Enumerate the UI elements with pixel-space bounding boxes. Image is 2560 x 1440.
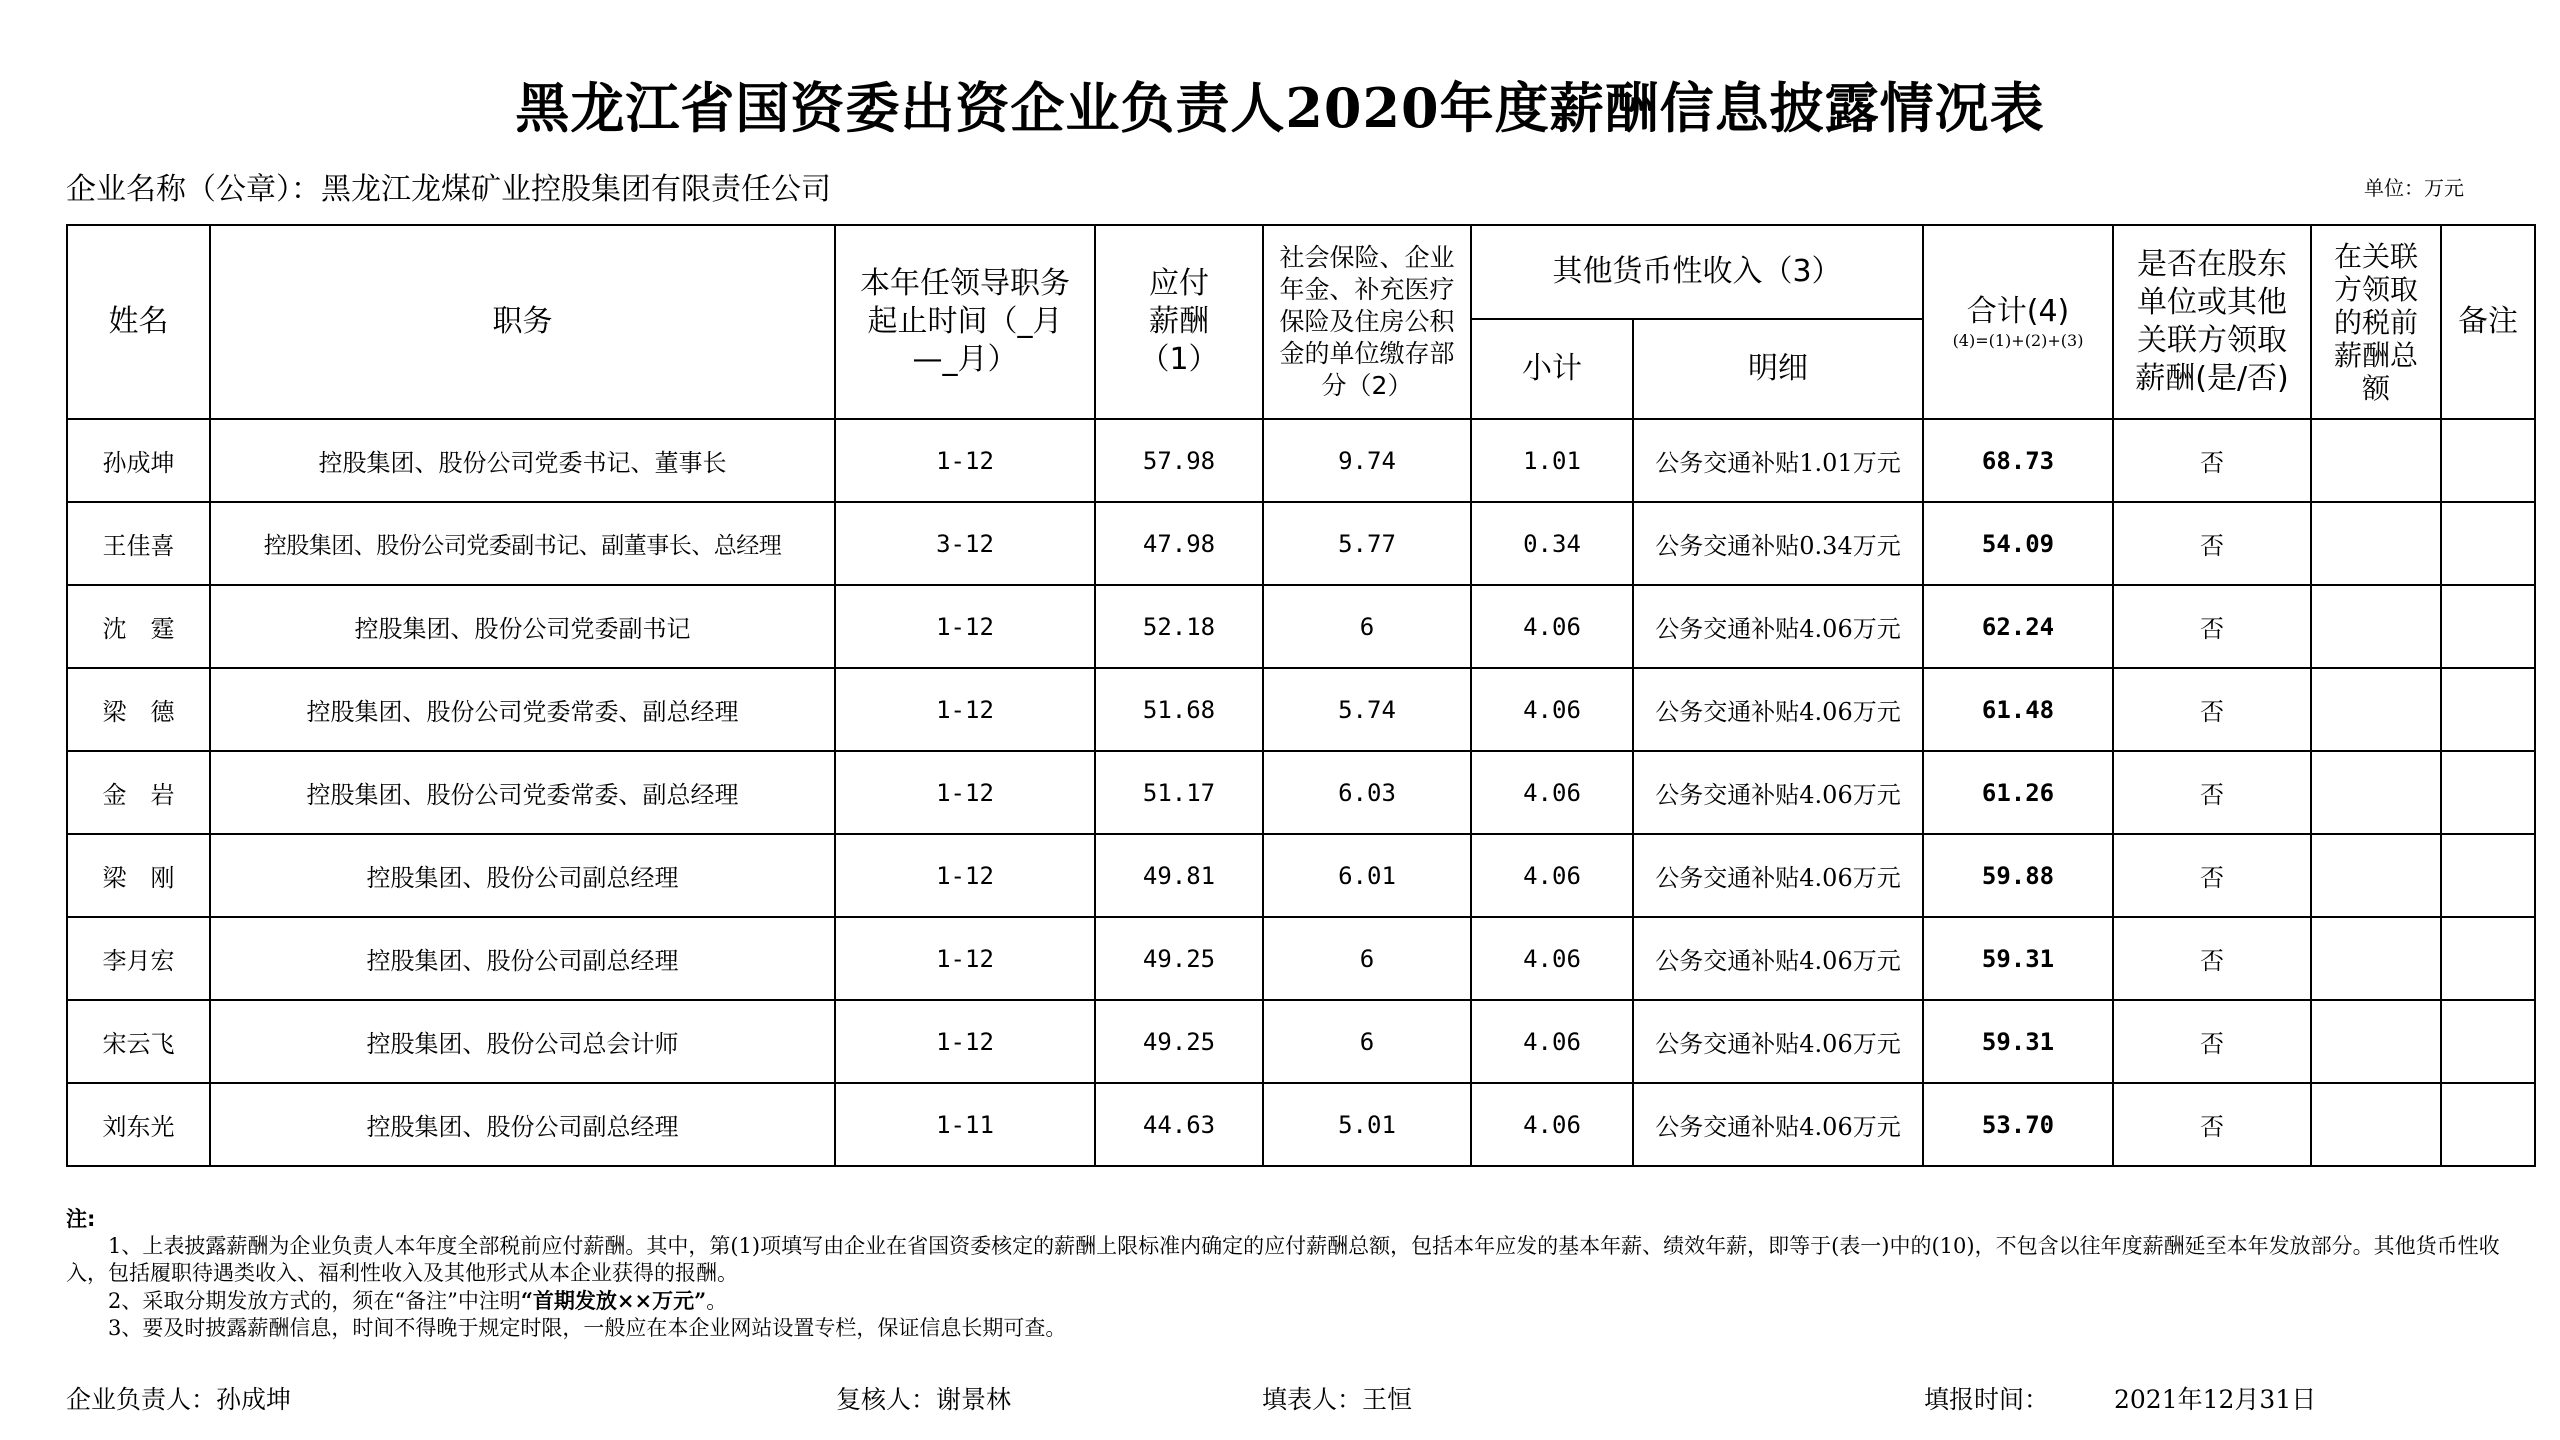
cell-insurance: 5.01: [1263, 1083, 1471, 1166]
cell-period: 1-11: [835, 1083, 1095, 1166]
cell-total: 68.73: [1923, 419, 2113, 502]
cell-subtotal: 4.06: [1471, 751, 1633, 834]
cell-salary: 49.81: [1095, 834, 1263, 917]
header-remark: 备注: [2441, 225, 2535, 419]
cell-salary: 49.25: [1095, 1000, 1263, 1083]
cell-name: 梁 刚: [67, 834, 210, 917]
signature-leader: 企业负责人：孙成坤: [66, 1385, 292, 1414]
cell-shareholder: 否: [2113, 834, 2311, 917]
cell-period: 3-12: [835, 502, 1095, 585]
cell-period: 1-12: [835, 751, 1095, 834]
signature-date-label: 填报时间：: [1924, 1385, 2050, 1414]
note-2-suffix: 。: [706, 1289, 728, 1313]
header-total: [1923, 225, 2113, 419]
cell-total: 61.26: [1923, 751, 2113, 834]
table-row: [67, 917, 2535, 1000]
cell-subtotal: 4.06: [1471, 1083, 1633, 1166]
cell-detail: 公务交通补贴4.06万元: [1633, 668, 1923, 751]
cell-duty: 控股集团、股份公司党委副书记、副董事长、总经理: [210, 502, 835, 585]
table-row: [67, 1083, 2535, 1166]
cell-related: [2311, 1000, 2441, 1083]
table-row: [67, 1000, 2535, 1083]
cell-total: 53.70: [1923, 1083, 2113, 1166]
cell-related: [2311, 751, 2441, 834]
cell-total: 59.88: [1923, 834, 2113, 917]
table-row: [67, 585, 2535, 668]
cell-detail: 公务交通补贴1.01万元: [1633, 419, 1923, 502]
cell-period: 1-12: [835, 917, 1095, 1000]
note-2-emphasis: “首期发放××万元”: [520, 1288, 707, 1313]
cell-duty: 控股集团、股份公司副总经理: [210, 1083, 835, 1166]
cell-insurance: 6.01: [1263, 834, 1471, 917]
signature-filler: 填表人：王恒: [1262, 1385, 1413, 1414]
cell-remark: [2441, 502, 2535, 585]
notes-title: 注:: [66, 1207, 96, 1231]
header-shareholder: 是否在股东单位或其他关联方领取薪酬(是/否): [2113, 225, 2311, 419]
cell-period: 1-12: [835, 834, 1095, 917]
salary-table: [66, 224, 2536, 1167]
cell-duty: 控股集团、股份公司党委常委、副总经理: [210, 751, 835, 834]
cell-remark: [2441, 917, 2535, 1000]
cell-name: 王佳喜: [67, 502, 210, 585]
header-detail: 明细: [1633, 319, 1923, 419]
cell-remark: [2441, 1083, 2535, 1166]
cell-insurance: 5.77: [1263, 502, 1471, 585]
signature-reviewer: 复核人：谢景林: [836, 1385, 1012, 1414]
cell-total: 54.09: [1923, 502, 2113, 585]
cell-name: 孙成坤: [67, 419, 210, 502]
cell-remark: [2441, 834, 2535, 917]
header-total-formula: (4)=(1)+(2)+(3): [1952, 331, 2084, 350]
table-row: [67, 502, 2535, 585]
cell-total: 59.31: [1923, 917, 2113, 1000]
cell-subtotal: 4.06: [1471, 1000, 1633, 1083]
cell-shareholder: 否: [2113, 502, 2311, 585]
cell-duty: 控股集团、股份公司副总经理: [210, 917, 835, 1000]
cell-duty: 控股集团、股份公司党委常委、副总经理: [210, 668, 835, 751]
cell-remark: [2441, 1000, 2535, 1083]
cell-duty: 控股集团、股份公司党委副书记: [210, 585, 835, 668]
cell-duty: 控股集团、股份公司党委书记、董事长: [210, 419, 835, 502]
cell-remark: [2441, 668, 2535, 751]
cell-subtotal: 1.01: [1471, 419, 1633, 502]
cell-detail: 公务交通补贴4.06万元: [1633, 917, 1923, 1000]
cell-name: 李月宏: [67, 917, 210, 1000]
signature-date: 2021年12月31日: [2114, 1385, 2317, 1414]
cell-duty: 控股集团、股份公司总会计师: [210, 1000, 835, 1083]
cell-remark: [2441, 751, 2535, 834]
note-1: 1、上表披露薪酬为企业负责人本年度全部税前应付薪酬。其中，第(1)项填写由企业在省国资委核定的薪酬上限标准内确定的应付薪酬总额，包括本年应发的基本年薪、绩效年薪，即等于(表一)中的(10)，不包含以往年度薪酬延至本年发放部分。其他货币性收入，包括履职待遇类收入、福利性收入及其他形式从本企业获得的报酬。: [66, 1234, 2500, 1285]
cell-shareholder: 否: [2113, 419, 2311, 502]
table-row: [67, 834, 2535, 917]
cell-salary: 49.25: [1095, 917, 1263, 1000]
notes-section: [66, 1206, 2536, 1342]
cell-period: 1-12: [835, 1000, 1095, 1083]
header-related: 在关联方领取的税前薪酬总额: [2311, 225, 2441, 419]
company-name: 企业名称（公章）：黑龙江龙煤矿业控股集团有限责任公司: [66, 172, 831, 207]
cell-related: [2311, 834, 2441, 917]
cell-subtotal: 4.06: [1471, 585, 1633, 668]
cell-detail: 公务交通补贴4.06万元: [1633, 751, 1923, 834]
cell-salary: 52.18: [1095, 585, 1263, 668]
cell-total: 62.24: [1923, 585, 2113, 668]
cell-shareholder: 否: [2113, 668, 2311, 751]
cell-remark: [2441, 419, 2535, 502]
cell-name: 金 岩: [67, 751, 210, 834]
cell-insurance: 9.74: [1263, 419, 1471, 502]
cell-shareholder: 否: [2113, 1000, 2311, 1083]
header-total-label: 合计(4): [1966, 294, 2070, 329]
cell-period: 1-12: [835, 585, 1095, 668]
header-salary: 应付薪酬（1）: [1095, 225, 1263, 419]
cell-name: 沈 霆: [67, 585, 210, 668]
cell-name: 刘东光: [67, 1083, 210, 1166]
header-period: 本年任领导职务起止时间（_月—_月）: [835, 225, 1095, 419]
cell-salary: 47.98: [1095, 502, 1263, 585]
cell-remark: [2441, 585, 2535, 668]
header-duty: 职务: [210, 225, 835, 419]
table-row: [67, 419, 2535, 502]
cell-salary: 51.17: [1095, 751, 1263, 834]
cell-total: 61.48: [1923, 668, 2113, 751]
cell-salary: 57.98: [1095, 419, 1263, 502]
cell-insurance: 6.03: [1263, 751, 1471, 834]
cell-duty: 控股集团、股份公司副总经理: [210, 834, 835, 917]
cell-insurance: 5.74: [1263, 668, 1471, 751]
cell-related: [2311, 1083, 2441, 1166]
table-row: [67, 751, 2535, 834]
cell-period: 1-12: [835, 419, 1095, 502]
unit-label: 单位：万元: [2364, 176, 2464, 200]
cell-shareholder: 否: [2113, 585, 2311, 668]
cell-subtotal: 4.06: [1471, 668, 1633, 751]
table-row: [67, 668, 2535, 751]
cell-name: 宋云飞: [67, 1000, 210, 1083]
header-other-income: 其他货币性收入（3）: [1471, 225, 1923, 319]
cell-related: [2311, 419, 2441, 502]
header-subtotal: 小计: [1471, 319, 1633, 419]
cell-insurance: 6: [1263, 917, 1471, 1000]
cell-detail: 公务交通补贴4.06万元: [1633, 1083, 1923, 1166]
cell-subtotal: 0.34: [1471, 502, 1633, 585]
note-3: 3、要及时披露薪酬信息，时间不得晚于规定时限，一般应在本企业网站设置专栏，保证信息长期可查。: [108, 1316, 1067, 1340]
header-name: 姓名: [67, 225, 210, 419]
cell-shareholder: 否: [2113, 1083, 2311, 1166]
cell-related: [2311, 585, 2441, 668]
cell-salary: 44.63: [1095, 1083, 1263, 1166]
note-2-prefix: 2、采取分期发放方式的，须在“备注”中注明: [108, 1289, 521, 1313]
cell-name: 梁 德: [67, 668, 210, 751]
cell-detail: 公务交通补贴0.34万元: [1633, 502, 1923, 585]
cell-subtotal: 4.06: [1471, 917, 1633, 1000]
cell-related: [2311, 502, 2441, 585]
cell-related: [2311, 668, 2441, 751]
header-insurance: 社会保险、企业年金、补充医疗保险及住房公积金的单位缴存部分（2）: [1263, 225, 1471, 419]
cell-insurance: 6: [1263, 585, 1471, 668]
cell-total: 59.31: [1923, 1000, 2113, 1083]
cell-detail: 公务交通补贴4.06万元: [1633, 1000, 1923, 1083]
cell-shareholder: 否: [2113, 917, 2311, 1000]
cell-shareholder: 否: [2113, 751, 2311, 834]
page-title: 黑龙江省国资委出资企业负责人2020年度薪酬信息披露情况表: [515, 76, 2045, 140]
cell-detail: 公务交通补贴4.06万元: [1633, 834, 1923, 917]
cell-subtotal: 4.06: [1471, 834, 1633, 917]
note-2: [66, 1287, 2536, 1315]
cell-salary: 51.68: [1095, 668, 1263, 751]
cell-detail: 公务交通补贴4.06万元: [1633, 585, 1923, 668]
cell-period: 1-12: [835, 668, 1095, 751]
cell-insurance: 6: [1263, 1000, 1471, 1083]
cell-related: [2311, 917, 2441, 1000]
